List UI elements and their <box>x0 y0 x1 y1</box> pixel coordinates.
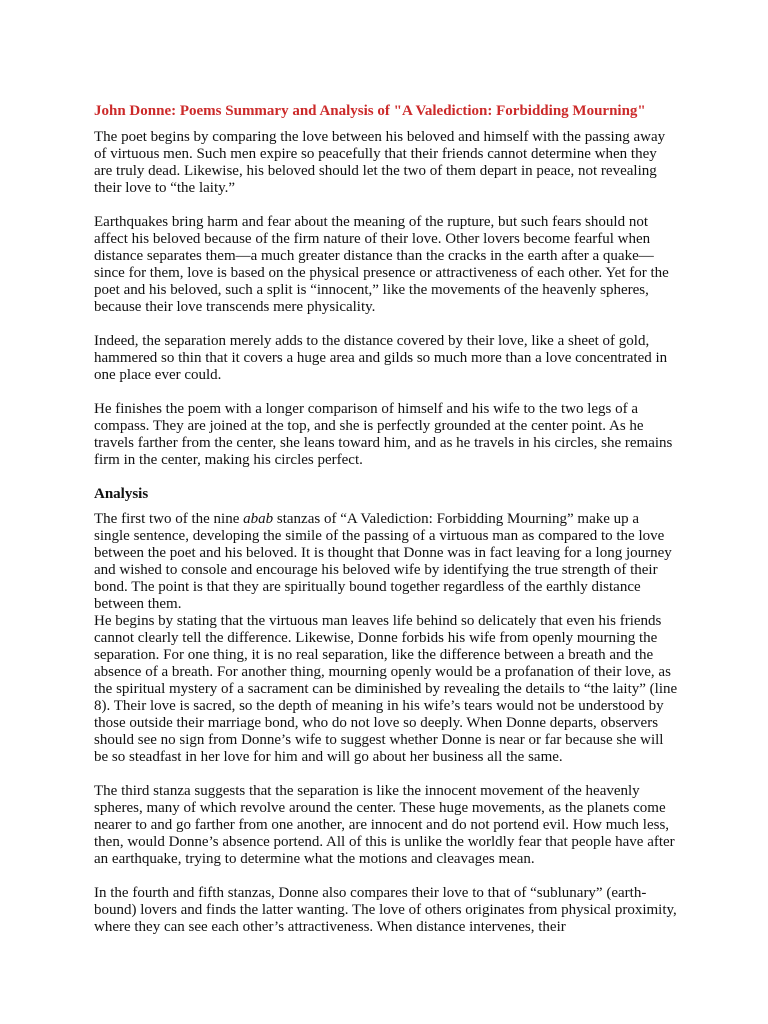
analysis-paragraph-3: The third stanza suggests that the separation is like the innocent movement of the heavenly spheres, many of which revolve around the center. These huge movements, as the planets come nearer to and go farther from one another, are innocent and do not portend evil. How much less, then, would Donne’s absence portend. All of this is unlike the worldly fear that people have after an earthquake, trying to determine what the motions and cleavages mean. <box>94 783 675 867</box>
summary-paragraph-3: Indeed, the separation merely adds to the distance covered by their love, like a sheet of gold, hammered so thin that it covers a huge area and gilds so much more than a love concentrated in one place ever could. <box>94 333 668 383</box>
summary-paragraph-4: He finishes the poem with a longer comparison of himself and his wife to the two legs of a compass. They are joined at the top, and she is perfectly grounded at the center point. As he travels farther from the center, she leans toward him, and as he travels in his circles, she remains firm in the center, making his circles perfect. <box>94 401 673 468</box>
document-body <box>94 103 678 953</box>
document-title: John Donne: Poems Summary and Analysis of "A Valediction: Forbidding Mourning" <box>94 103 646 119</box>
analysis-paragraph-1-start: The first two of the nine <box>94 511 244 527</box>
analysis-heading: Analysis <box>94 486 149 502</box>
analysis-paragraph-1 <box>94 511 678 613</box>
analysis-paragraph-1-rest: stanzas of “A Valediction: Forbidding Mourning” make up a single sentence, developing the simile of the passing of a virtuous man as compared to the love between the poet and his beloved. It is thought that Donne was in fact leaving for a long journey and wished to console and encourage his beloved wife by identifying the true strength of their bond. The point is that they are spiritually bound together regardless of the earthly distance between them. <box>94 511 672 612</box>
rhyme-scheme-term: abab <box>243 511 274 527</box>
analysis-paragraph-2: He begins by stating that the virtuous man leaves life behind so delicately that even his friends cannot clearly tell the difference. Likewise, Donne forbids his wife from openly mourning the separation. For one thing, it is no real separation, like the difference between a breath and the absence of a breath. For another thing, mourning openly would be a profanation of their love, as the spiritual mystery of a sacrament can be diminished by revealing the details to “the laity” (line 8). Their love is sacred, so the depth of meaning in his wife’s tears would not be understood by those outside their marriage bond, who do not love so deeply. When Donne departs, observers should see no sign from Donne’s wife to suggest whether Donne is near or far because she will be so steadfast in her love for him and will go about her business all the same. <box>94 613 678 765</box>
summary-paragraph-2: Earthquakes bring harm and fear about the meaning of the rupture, but such fears should not affect his beloved because of the firm nature of their love. Other lovers become fearful when distance separates them—a much greater distance than the cracks in the earth after a quake—since for them, love is based on the physical presence or attractiveness of each other. Yet for the poet and his beloved, such a split is “innocent,” like the movements of the heavenly spheres, because their love transcends mere physicality. <box>94 214 669 315</box>
analysis-paragraph-4: In the fourth and fifth stanzas, Donne also compares their love to that of “sublunary” (earth-bound) lovers and finds the latter wanting. The love of others originates from physical proximity, where they can see each other’s attractiveness. When distance intervenes, their <box>94 885 677 935</box>
summary-paragraph-1: The poet begins by comparing the love between his beloved and himself with the passing away of virtuous men. Such men expire so peacefully that their friends cannot determine when they are truly dead. Likewise, his beloved should let the two of them depart in peace, not revealing their love to “the laity.” <box>94 129 666 196</box>
